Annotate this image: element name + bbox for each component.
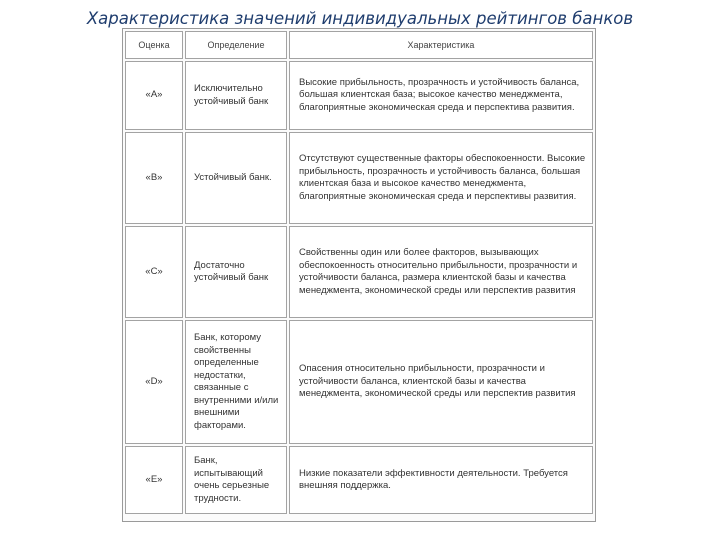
grade-cell: «Е» — [125, 446, 183, 514]
table-row-e — [125, 446, 593, 514]
definition-cell: Исключительно устойчивый банк — [185, 61, 287, 130]
header-definition: Определение — [185, 31, 287, 59]
table-row-b — [125, 132, 593, 224]
grade-cell: «D» — [125, 320, 183, 444]
description-cell: Высокие прибыльность, прозрачность и устойчивость баланса, большая клиентская база; высокое качество менеджмента, благоприятные экономическая среда и перспектива развития. — [289, 61, 593, 130]
grade-cell: «В» — [125, 132, 183, 224]
definition-cell: Достаточно устойчивый банк — [185, 226, 287, 318]
header-grade: Оценка — [125, 31, 183, 59]
description-cell: Опасения относительно прибыльности, прозрачности и устойчивости баланса, клиентской базы и качества менеджмента, экономической среды или перспектив развития — [289, 320, 593, 444]
table-row-d — [125, 320, 593, 444]
description-cell: Свойственны один или более факторов, вызывающих обеспокоенность относительно прибыльности, прозрачности и устойчивости баланса, размера клиентской базы и качества менеджмента, экономической среды или перспектив развития — [289, 226, 593, 318]
definition-cell: Банк, испытывающий очень серьезные трудности. — [185, 446, 287, 514]
description-cell: Низкие показатели эффективности деятельности. Требуется внешняя поддержка. — [289, 446, 593, 514]
table-row-a — [125, 61, 593, 130]
header-description: Характеристика — [289, 31, 593, 59]
table-header-row — [125, 31, 593, 59]
description-cell: Отсутствуют существенные факторы обеспокоенности. Высокие прибыльность, прозрачность и устойчивость баланса, большая клиентская база и высокое качество менеджмента, благоприятные экономическая среда и перспективы развития. — [289, 132, 593, 224]
definition-cell: Банк, которому свойственны определенные недостатки, связанные с внутренними и/или внешними факторами. — [185, 320, 287, 444]
grade-cell: «С» — [125, 226, 183, 318]
ratings-table — [123, 29, 595, 516]
grade-cell: «А» — [125, 61, 183, 130]
table-row-c — [125, 226, 593, 318]
ratings-table-frame — [122, 28, 596, 522]
definition-cell: Устойчивый банк. — [185, 132, 287, 224]
slide-title: Характеристика значений индивидуальных рейтингов банков — [86, 9, 634, 28]
